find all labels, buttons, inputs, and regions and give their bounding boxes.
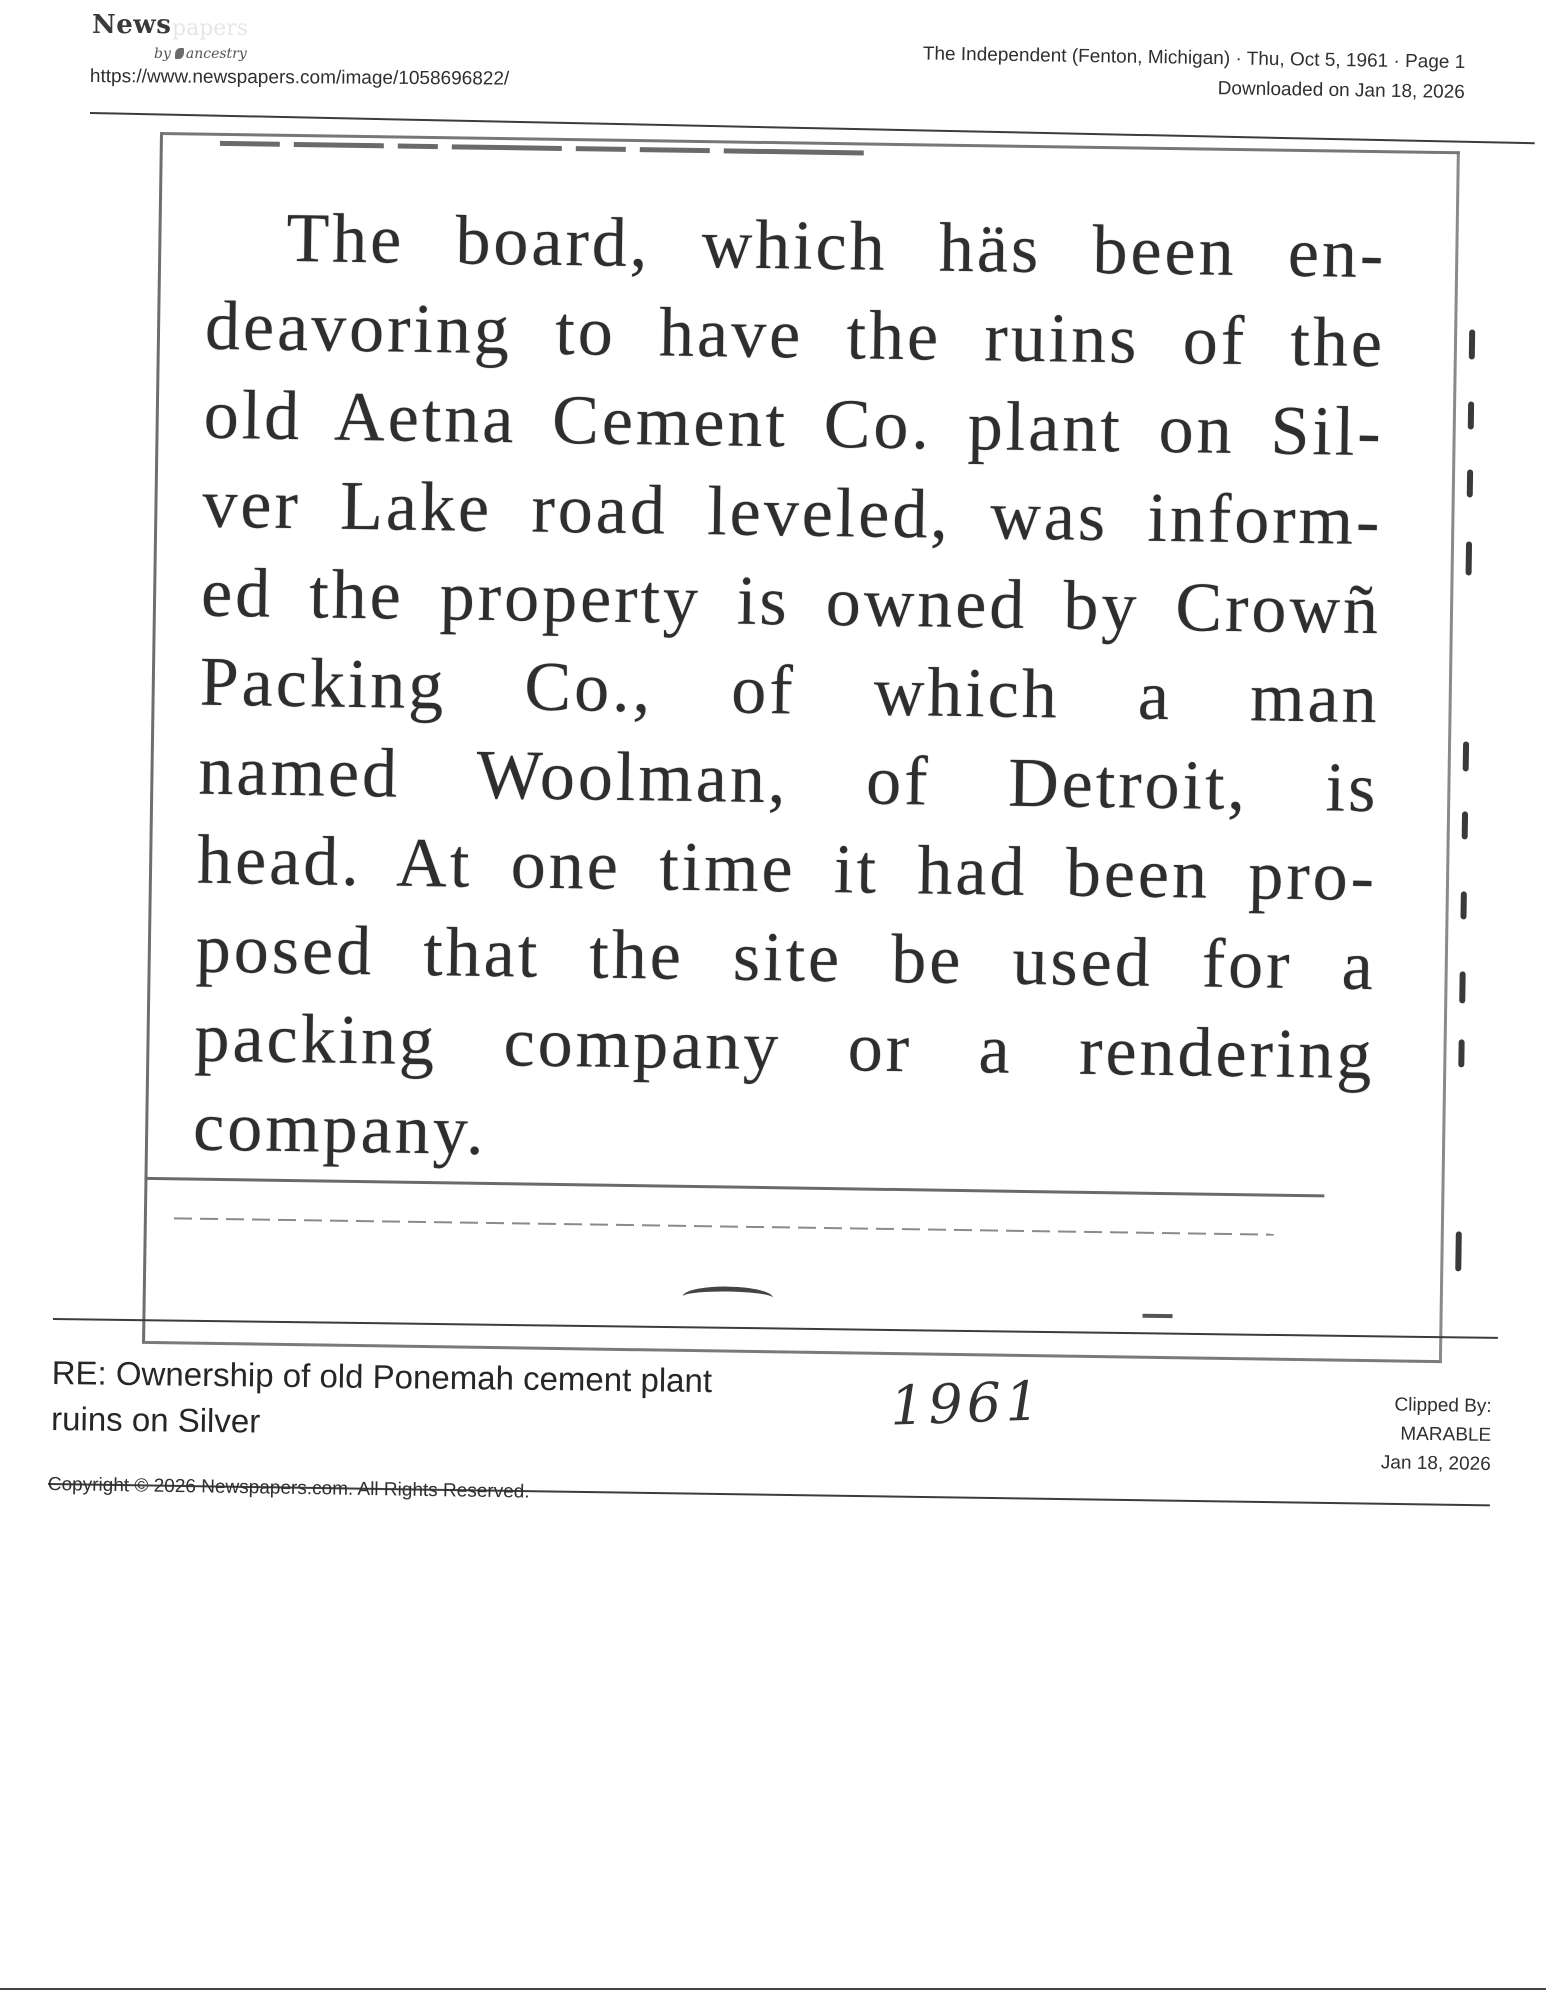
newspapers-logo [92, 10, 312, 70]
article-line: posed that the site be used for a [195, 910, 1377, 1006]
article-line: company. [192, 1088, 488, 1170]
article-line: The board, which häs been en- [285, 199, 1387, 294]
copyright-notice: Copyright © 2026 Newspapers.com. All Rights Reserved. [47, 1474, 530, 1503]
source-url: https://www.newspapers.com/image/1058696822/ [89, 66, 510, 90]
clipping-cut-mark [1143, 1314, 1173, 1318]
adjacent-column-fragments [1455, 211, 1495, 1271]
clipped-date: Jan 18, 2026 [1380, 1452, 1492, 1475]
ancestry-leaf-icon [175, 48, 184, 59]
downloaded-line: Downloaded on Jan 18, 2026 [1217, 78, 1466, 103]
clipping-cut-mark [683, 1286, 773, 1308]
clipping-caption: RE: Ownership of old Ponemah cement plant ruins on Silver [50, 1353, 713, 1440]
article-text [193, 193, 1387, 1189]
handwritten-year: 1961 [888, 1369, 1045, 1438]
logo-brand: ancestry [185, 46, 247, 62]
article-line: packing company or a rendering [193, 999, 1376, 1095]
publication-info [923, 39, 1466, 108]
article-line: Packing Co., of which a man [199, 643, 1381, 739]
clipped-by-user: MARABLE [1400, 1423, 1492, 1446]
article-line: head. At one time it had been pro- [196, 821, 1378, 917]
newspaper-clipping [142, 132, 1460, 1363]
logo-by-word: by [154, 46, 171, 62]
logo-word: News [92, 10, 172, 40]
publication-line: The Independent (Fenton, Michigan) · Thu, Oct 5, 1961 · Page 1 [923, 43, 1466, 73]
article-line: old Aetna Cement Co. plant on Sil- [203, 376, 1385, 472]
article-line: ed the property is owned by Crowñ [200, 554, 1382, 650]
article-line: deavoring to have the ruins of the [204, 287, 1386, 383]
logo-faded-word: papers [172, 16, 249, 41]
article-line: named Woolman, of Detroit, is [197, 732, 1379, 828]
article-line: ver Lake road leveled, was inform- [201, 465, 1383, 561]
page-bottom-edge [0, 1988, 1546, 1990]
clipped-by-info [1381, 1390, 1492, 1479]
clipped-by-label: Clipped By: [1394, 1394, 1492, 1417]
logo-by-ancestry [154, 46, 247, 62]
